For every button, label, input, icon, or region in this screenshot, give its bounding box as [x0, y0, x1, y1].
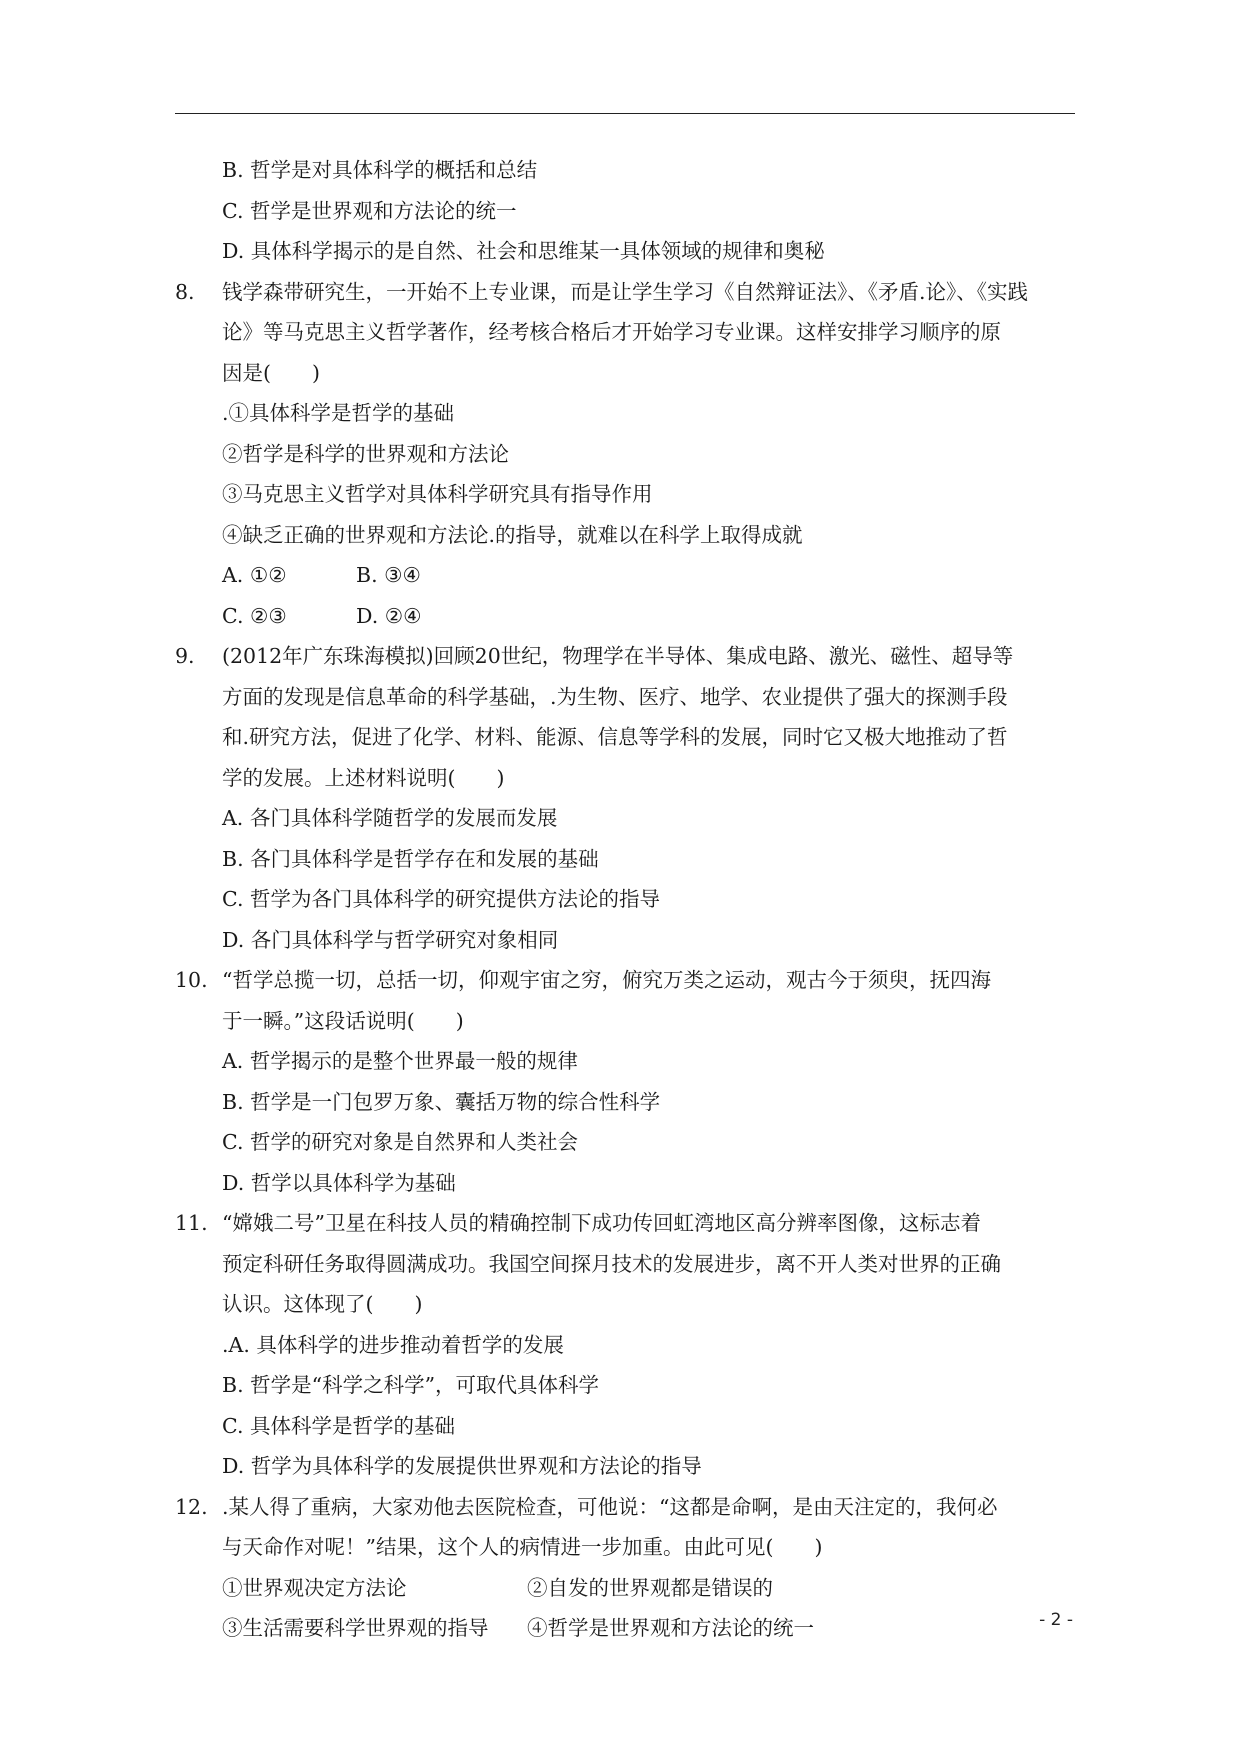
q8-statement-4: ④缺乏正确的世界观和方法论.的指导，就难以在科学上取得成就 [222, 522, 803, 547]
q7-option-d: D. 具体科学揭示的是自然、社会和思维某一具体领域的规律和奥秘 [222, 239, 825, 263]
q11-number: 11. [175, 1211, 208, 1235]
q8-number: 8. [175, 279, 195, 304]
q12-stem-line1: 12. .某人得了重病，大家劝他去医院检查，可他说：“这都是命啊，是由天注定的，我何必 [175, 1487, 1075, 1528]
q8-stem-line2: 论》等马克思主义哲学著作，经考核合格后才开始学习专业课。这样安排学习顺序的原 [222, 320, 1001, 344]
q10-option-d: D. 哲学以具体科学为基础 [222, 1170, 456, 1195]
q8-stem-line1: 8. 钱学森带研究生，一开始不上专业课，而是让学生学习《自然辩证法》、《矛盾.论》、《实践 [175, 272, 1075, 313]
header-rule [175, 113, 1075, 114]
q8-options-ab [175, 555, 1075, 596]
q12-statement-3: ③生活需要科学世界观的指导 [222, 1616, 489, 1640]
q11-stem-line1: 11. “嫦娥二号”卫星在科技人员的精确控制下成功传回虹湾地区高分辨率图像，这标志着 [175, 1203, 1075, 1244]
q9-stem-line2: 方面的发现是信息革命的科学基础，.为生物、医疗、地学、农业提供了强大的探测手段 [222, 684, 1008, 709]
q11-option-b: B. 哲学是“科学之科学”，可取代具体科学 [222, 1373, 600, 1397]
q8-option-c: C. ②③ [222, 603, 287, 628]
q7-option-b: B. 哲学是对具体科学的概括和总结 [222, 158, 538, 182]
q9-number: 9. [175, 644, 195, 668]
page-number: - 2 - [1039, 1610, 1073, 1630]
q8-option-d: D. ②④ [356, 603, 422, 628]
q8-options-cd [175, 596, 1075, 637]
q8-statement-2: ②哲学是科学的世界观和方法论 [222, 441, 509, 466]
q9-stem-line3: 和.研究方法，促进了化学、材料、能源、信息等学科的发展，同时它又极大地推动了哲 [222, 725, 1008, 749]
q8-statement-1: .①具体科学是哲学的基础 [222, 401, 455, 425]
q9-option-b: B. 各门具体科学是哲学存在和发展的基础 [222, 846, 599, 871]
q12-statements-34 [175, 1608, 1075, 1649]
q9-stem-line1: 9. (2012年广东珠海模拟)回顾20世纪，物理学在半导体、集成电路、激光、磁性、超导等 [175, 636, 1075, 677]
q10-stem-line1: 10. “哲学总揽一切，总括一切，仰观宇宙之穷，俯究万类之运动，观古今于须臾，抚四海 [175, 960, 1075, 1001]
q11-stem-line2: 预定科研任务取得圆满成功。我国空间探月技术的发展进步，离不开人类对世界的正确 [222, 1251, 1001, 1276]
q12-statement-2: ②自发的世界观都是错误的 [527, 1575, 773, 1600]
q8-stem-line3: 因是( ) [222, 360, 320, 385]
q8-option-b: B. ③④ [356, 563, 421, 587]
q11-option-d: D. 哲学为具体科学的发展提供世界观和方法论的指导 [222, 1454, 702, 1478]
q9-option-d: D. 各门具体科学与哲学研究对象相同 [222, 927, 559, 952]
q12-statement-1: ①世界观决定方法论 [222, 1575, 407, 1600]
document-body [175, 150, 1075, 1649]
q12-statements-12 [175, 1568, 1075, 1609]
q9-option-a: A. 各门具体科学随哲学的发展而发展 [222, 806, 558, 830]
q11-stem-line3: 认识。这体现了( ) [222, 1292, 423, 1316]
q10-number: 10. [175, 968, 208, 992]
q12-stem-line2: 与天命作对呢！”结果，这个人的病情进一步加重。由此可见( ) [222, 1535, 823, 1559]
q12-statement-4: ④哲学是世界观和方法论的统一 [527, 1616, 814, 1640]
q11-option-a: .A. 具体科学的进步推动着哲学的发展 [222, 1332, 564, 1357]
q11-option-c: C. 具体科学是哲学的基础 [222, 1413, 455, 1438]
q12-number: 12. [175, 1494, 208, 1519]
q9-stem-line4: 学的发展。上述材料说明( ) [222, 765, 505, 790]
q10-stem-line2: 于一瞬。”这段话说明( ) [222, 1008, 464, 1033]
q10-option-c: C. 哲学的研究对象是自然界和人类社会 [222, 1130, 578, 1154]
q10-option-b: B. 哲学是一门包罗万象、囊括万物的综合性科学 [222, 1089, 661, 1114]
q8-option-a: A. ①② [222, 563, 287, 587]
q8-statement-3: ③马克思主义哲学对具体科学研究具有指导作用 [222, 482, 653, 506]
q7-option-c: C. 哲学是世界观和方法论的统一 [222, 198, 517, 223]
q10-option-a: A. 哲学揭示的是整个世界最一般的规律 [222, 1049, 578, 1073]
q9-option-c: C. 哲学为各门具体科学的研究提供方法论的指导 [222, 887, 660, 911]
